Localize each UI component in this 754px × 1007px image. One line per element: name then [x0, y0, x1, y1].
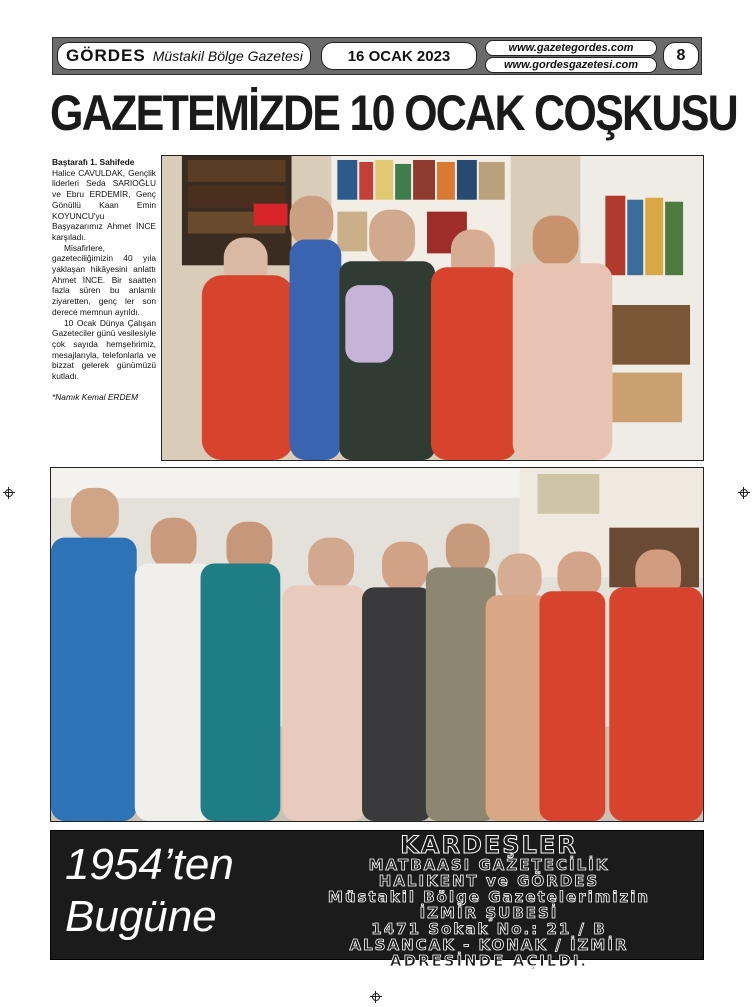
ad-line-7: ALSANCAK - KONAK / İZMİR — [349, 936, 629, 954]
article-paragraph-2: Misafirlere, gazeteciliğimizin 40 yıla yaklaşan hikâyesini anlattı Ahmet İNCE. Bir saatten fazla süren bu anlamlı ziyaretten, genç ler son derece memnun ayrıldı. — [52, 242, 156, 317]
ad-line-3: HALIKENT ve GÖRDES — [378, 872, 600, 890]
photo-group-illustration — [51, 468, 703, 821]
printing-house-advertisement — [50, 830, 704, 970]
ad-line-6: 1471 Sokak No.: 21 / B — [371, 920, 607, 938]
article-column — [52, 157, 156, 402]
ad-slogan-line-2: Bugüne — [65, 892, 217, 941]
ad-line-5: İZMİR ŞUBESİ — [419, 904, 559, 922]
registration-mark-bottom — [370, 991, 382, 1003]
ad-line-4: Müstakil Bölge Gazetelerimizin — [327, 888, 651, 906]
page-headline: GAZETEMİZDE 10 OCAK COŞKUSU — [50, 85, 738, 141]
ad-slogan-line-1: 1954’ten — [65, 840, 234, 889]
photo-office-visit — [161, 155, 704, 461]
website-link-1[interactable]: www.gazetegordes.com — [485, 40, 657, 56]
article-continuation-label: Baştarafı 1. Sahifede — [52, 157, 135, 167]
photo-group — [50, 467, 704, 822]
ad-since-slogan — [65, 839, 285, 943]
masthead-bar — [52, 37, 702, 75]
newspaper-name: GÖRDES — [66, 46, 146, 65]
article-paragraph-1: Halice CAVULDAK, Gençlik liderleri Seda SARIOĞLU ve Ebru ERDEMİR, Genç Gönüllü Kaan Emin KOYUNCU'yu Başyazarımız Ahmet İNCE karşıladı. — [52, 167, 156, 242]
website-link-2[interactable]: www.gordesgazetesi.com — [485, 57, 657, 73]
issue-date: 16 OCAK 2023 — [321, 42, 477, 70]
masthead-title-pill — [57, 42, 311, 70]
newspaper-subtitle: Müstakil Bölge Gazetesi — [152, 48, 303, 64]
registration-mark-right — [738, 487, 750, 499]
ad-announcement — [283, 833, 695, 969]
ad-line-8: ADRESİNDE AÇILDI. — [389, 952, 589, 970]
registration-mark-left — [3, 487, 15, 499]
ad-company-name: KARDEŞLER — [400, 831, 578, 859]
article-signature: *Namık Kemal ERDEM — [52, 391, 139, 402]
article-paragraph-3: 10 Ocak Dünya Çalışan Gazeteciler günü vesilesiyle çok sayıda hemşehrimiz, mesajlarıyla, telefonlarla ve bizzat gelerek günümüzü kutladı. — [52, 317, 156, 382]
ad-line-2: MATBAASI GAZETECİLİK — [368, 856, 610, 874]
photo-office-visit-illustration — [162, 156, 703, 460]
page-number: 8 — [663, 42, 699, 70]
